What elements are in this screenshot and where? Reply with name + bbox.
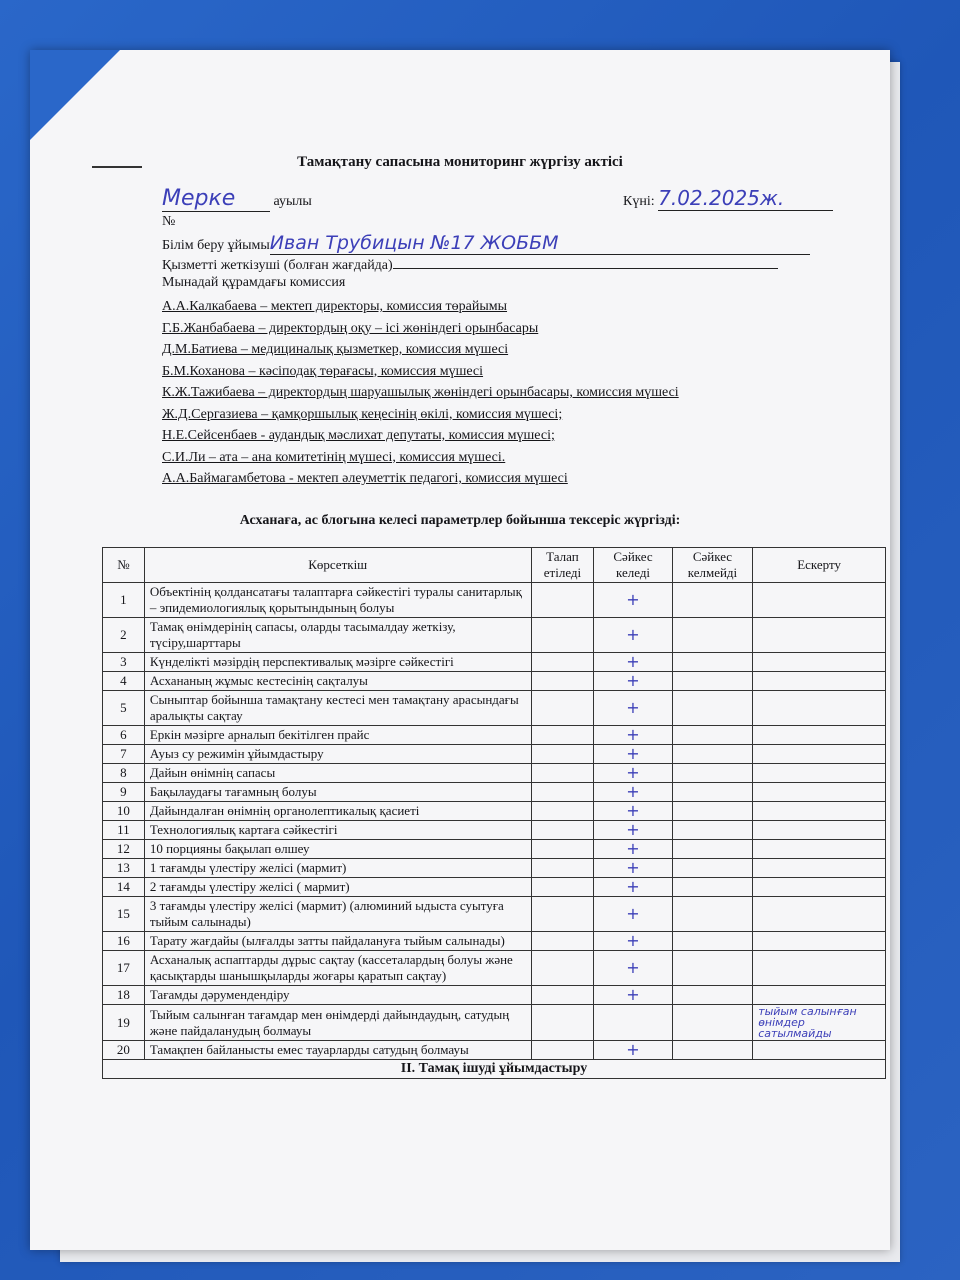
row-required xyxy=(531,691,594,726)
table-row xyxy=(103,840,886,859)
row-number: 1 xyxy=(103,583,145,618)
row-number: 18 xyxy=(103,986,145,1005)
row-noncompliant xyxy=(672,726,752,745)
row-compliant: + xyxy=(594,1041,672,1060)
col-header-number: № xyxy=(103,548,145,583)
row-indicator: 10 порцияны бақылап өлшеу xyxy=(144,840,531,859)
row-noncompliant xyxy=(672,764,752,783)
date-value: 7.02.2025ж. xyxy=(658,186,833,211)
row-compliant: + xyxy=(594,859,672,878)
row-compliant: + xyxy=(594,951,672,986)
row-note xyxy=(753,1041,886,1060)
row-required xyxy=(531,583,594,618)
row-required xyxy=(531,618,594,653)
row-number: 13 xyxy=(103,859,145,878)
row-noncompliant xyxy=(672,583,752,618)
row-noncompliant xyxy=(672,951,752,986)
col-header-required: Талап етіледі xyxy=(531,548,594,583)
member: Н.Е.Сейсенбаев - аудандық мәслихат депутаты, комиссия мүшесі; xyxy=(162,428,555,443)
row-indicator: Ауыз су режимін ұйымдастыру xyxy=(144,745,531,764)
supplier-blank xyxy=(393,254,778,269)
village-value: Мерке xyxy=(162,186,270,212)
row-compliant: + xyxy=(594,618,672,653)
row-noncompliant xyxy=(672,618,752,653)
row-number: 5 xyxy=(103,691,145,726)
table-row xyxy=(103,1005,886,1041)
table-row xyxy=(103,745,886,764)
row-compliant: + xyxy=(594,764,672,783)
row-indicator: Объектінің қолдансатағы талаптарға сәйкестігі туралы санитарлық – эпидемиологиялық қорытындының болуы xyxy=(144,583,531,618)
row-required xyxy=(531,745,594,764)
row-number: 17 xyxy=(103,951,145,986)
row-noncompliant xyxy=(672,653,752,672)
member: С.И.Ли – ата – ана комитетінің мүшесі, комиссия мүшесі. xyxy=(162,449,506,465)
row-number: 9 xyxy=(103,783,145,802)
row-required xyxy=(531,951,594,986)
row-note xyxy=(753,653,886,672)
table-row xyxy=(103,653,886,672)
village-label: ауылы xyxy=(273,194,312,209)
table-row xyxy=(103,986,886,1005)
row-number: 3 xyxy=(103,653,145,672)
member: Д.М.Батиева – медициналық қызметкер, комиссия мүшесі xyxy=(162,342,509,357)
table-row xyxy=(103,783,886,802)
row-indicator: Дайын өнімнің сапасы xyxy=(144,764,531,783)
row-indicator: Тарату жағдайы (ылғалды затты пайдалануға тыйым салынады) xyxy=(144,932,531,951)
row-number: 20 xyxy=(103,1041,145,1060)
row-indicator: 1 тағамды үлестіру желісі (мармит) xyxy=(144,859,531,878)
row-compliant: + xyxy=(594,802,672,821)
row-required xyxy=(531,986,594,1005)
table-row xyxy=(103,764,886,783)
document-sheet xyxy=(30,50,890,1250)
row-note xyxy=(753,986,886,1005)
member: А.А.Калкабаева – мектеп директоры, комиссия төрайымы xyxy=(162,299,508,314)
member: К.Ж.Тажибаева – директордың шаруашылық жөніндегі орынбасары, комиссия мүшесі xyxy=(162,385,679,400)
commission-label: Мынадай құрамдағы комиссия xyxy=(162,275,346,290)
row-note xyxy=(753,783,886,802)
row-required xyxy=(531,932,594,951)
row-required xyxy=(531,672,594,691)
row-number: 6 xyxy=(103,726,145,745)
table-row xyxy=(103,821,886,840)
row-required xyxy=(531,821,594,840)
row-indicator: Тамақпен байланысты емес тауарларды сатудың болмауы xyxy=(144,1041,531,1060)
table-row xyxy=(103,672,886,691)
supplier-label: Қызметті жеткізуші (болған жағдайда) xyxy=(162,258,393,273)
row-number: 7 xyxy=(103,745,145,764)
row-indicator: Тамақ өнімдерінің сапасы, оларды тасымалдау жеткізу, түсіру,шарттары xyxy=(144,618,531,653)
table-row xyxy=(103,691,886,726)
date-line xyxy=(623,186,833,211)
row-note xyxy=(753,745,886,764)
row-required xyxy=(531,726,594,745)
table-row xyxy=(103,1041,886,1060)
col-header-indicator: Көрсеткіш xyxy=(144,548,531,583)
member: А.А.Баймагамбетова - мектеп әлеуметтік педагогі, комиссия мүшесі xyxy=(162,471,568,486)
row-number: 15 xyxy=(103,897,145,932)
row-note xyxy=(753,583,886,618)
table-row xyxy=(103,951,886,986)
row-note xyxy=(753,672,886,691)
row-note xyxy=(753,618,886,653)
row-note xyxy=(753,726,886,745)
row-number: 11 xyxy=(103,821,145,840)
supplier-line xyxy=(162,254,778,274)
row-note: тыйым салынған өнімдер сатылмайды xyxy=(753,1005,886,1041)
row-indicator: Тыйым салынған тағамдар мен өнімдерді дайындаудың, сатудың және пайдаланудың болмауы xyxy=(144,1005,531,1041)
village-line xyxy=(162,186,312,212)
row-noncompliant xyxy=(672,1041,752,1060)
row-required xyxy=(531,859,594,878)
row-noncompliant xyxy=(672,802,752,821)
row-indicator: Технологиялық картаға сәйкестігі xyxy=(144,821,531,840)
table-row xyxy=(103,859,886,878)
date-label: Күні: xyxy=(623,194,655,209)
row-compliant: + xyxy=(594,986,672,1005)
row-indicator: Бақылаудағы тағамның болуы xyxy=(144,783,531,802)
row-compliant: + xyxy=(594,583,672,618)
row-number: 16 xyxy=(103,932,145,951)
row-indicator: 2 тағамды үлестіру желісі ( мармит) xyxy=(144,878,531,897)
row-number: 12 xyxy=(103,840,145,859)
row-note xyxy=(753,691,886,726)
org-value: Иван Трубицын №17 ЖОББМ xyxy=(270,232,810,255)
row-compliant: + xyxy=(594,726,672,745)
table-row xyxy=(103,932,886,951)
row-required xyxy=(531,840,594,859)
row-required xyxy=(531,878,594,897)
row-required xyxy=(531,897,594,932)
row-required xyxy=(531,764,594,783)
row-compliant: + xyxy=(594,783,672,802)
row-required xyxy=(531,1041,594,1060)
row-compliant: + xyxy=(594,932,672,951)
row-indicator: 3 тағамды үлестіру желісі (мармит) (алюминий ыдыста суытуға тыйым салынады) xyxy=(144,897,531,932)
row-number: 4 xyxy=(103,672,145,691)
row-compliant: + xyxy=(594,840,672,859)
row-note xyxy=(753,840,886,859)
section-2-title: II. Тамақ ішуді ұйымдастыру xyxy=(103,1060,886,1079)
row-noncompliant xyxy=(672,986,752,1005)
table-header-row xyxy=(103,548,886,583)
row-indicator: Тағамды дәрумендендіру xyxy=(144,986,531,1005)
row-required xyxy=(531,1005,594,1041)
row-noncompliant xyxy=(672,878,752,897)
org-label: Білім беру ұйымы xyxy=(162,238,270,253)
row-required xyxy=(531,802,594,821)
row-number: 19 xyxy=(103,1005,145,1041)
org-line xyxy=(162,232,810,255)
row-indicator: Асханалық аспаптарды дұрыс сақтау (кассеталардың болуы және қасықтарды шанышқыларды жоғары қаратып сақтау) xyxy=(144,951,531,986)
row-indicator: Сыныптар бойынша тамақтану кестесі мен тамақтану арасындағы аралықты сақтау xyxy=(144,691,531,726)
row-note xyxy=(753,951,886,986)
row-compliant: + xyxy=(594,897,672,932)
col-header-note: Ескерту xyxy=(753,548,886,583)
row-noncompliant xyxy=(672,691,752,726)
row-note xyxy=(753,859,886,878)
number-label: № xyxy=(162,214,176,229)
row-indicator: Дайындалған өнімнің органолептикалық қасиеті xyxy=(144,802,531,821)
row-number: 10 xyxy=(103,802,145,821)
row-note xyxy=(753,897,886,932)
row-required xyxy=(531,653,594,672)
row-number: 2 xyxy=(103,618,145,653)
folded-corner xyxy=(30,50,120,140)
col-header-compliant: Сәйкес келеді xyxy=(594,548,672,583)
table-row xyxy=(103,897,886,932)
row-compliant: + xyxy=(594,878,672,897)
row-compliant: + xyxy=(594,653,672,672)
row-note xyxy=(753,802,886,821)
row-noncompliant xyxy=(672,932,752,951)
inspection-subtitle: Асханаға, ас блогына келесі параметрлер бойынша тексеріс жүргізді: xyxy=(239,513,681,528)
member: Ж.Д.Сергазиева – қамқоршылық кеңесінің өкілі, комиссия мүшесі; xyxy=(162,406,563,422)
table-row xyxy=(103,878,886,897)
table-row xyxy=(103,583,886,618)
row-noncompliant xyxy=(672,1005,752,1041)
row-compliant: + xyxy=(594,821,672,840)
row-compliant xyxy=(594,1005,672,1041)
row-note xyxy=(753,764,886,783)
row-noncompliant xyxy=(672,783,752,802)
row-indicator: Күнделікті мәзірдің перспективалық мәзірге сәйкестігі xyxy=(144,653,531,672)
commission-members xyxy=(162,296,679,490)
row-noncompliant xyxy=(672,859,752,878)
member: Г.Б.Жанбабаева – директордың оқу – ісі жөніндегі орынбасары xyxy=(162,320,539,336)
row-indicator: Асхананың жұмыс кестесінің сақталуы xyxy=(144,672,531,691)
col-header-noncompliant: Сәйкес келмейді xyxy=(672,548,752,583)
table-row xyxy=(103,802,886,821)
inspection-table xyxy=(102,547,886,1079)
row-compliant: + xyxy=(594,745,672,764)
row-noncompliant xyxy=(672,840,752,859)
document-title: Тамақтану сапасына мониторинг жүргізу актісі xyxy=(297,154,623,170)
row-indicator: Еркін мәзірге арналып бекітілген прайс xyxy=(144,726,531,745)
row-compliant: + xyxy=(594,672,672,691)
row-number: 8 xyxy=(103,764,145,783)
row-noncompliant xyxy=(672,672,752,691)
row-note xyxy=(753,878,886,897)
row-number: 14 xyxy=(103,878,145,897)
section-row xyxy=(103,1060,886,1079)
table-row xyxy=(103,726,886,745)
row-required xyxy=(531,783,594,802)
row-compliant: + xyxy=(594,691,672,726)
table-row xyxy=(103,618,886,653)
row-note xyxy=(753,932,886,951)
row-note xyxy=(753,821,886,840)
row-noncompliant xyxy=(672,897,752,932)
member: Б.М.Коханова – кәсіподақ төрағасы, комиссия мүшесі xyxy=(162,363,484,379)
row-noncompliant xyxy=(672,745,752,764)
row-noncompliant xyxy=(672,821,752,840)
